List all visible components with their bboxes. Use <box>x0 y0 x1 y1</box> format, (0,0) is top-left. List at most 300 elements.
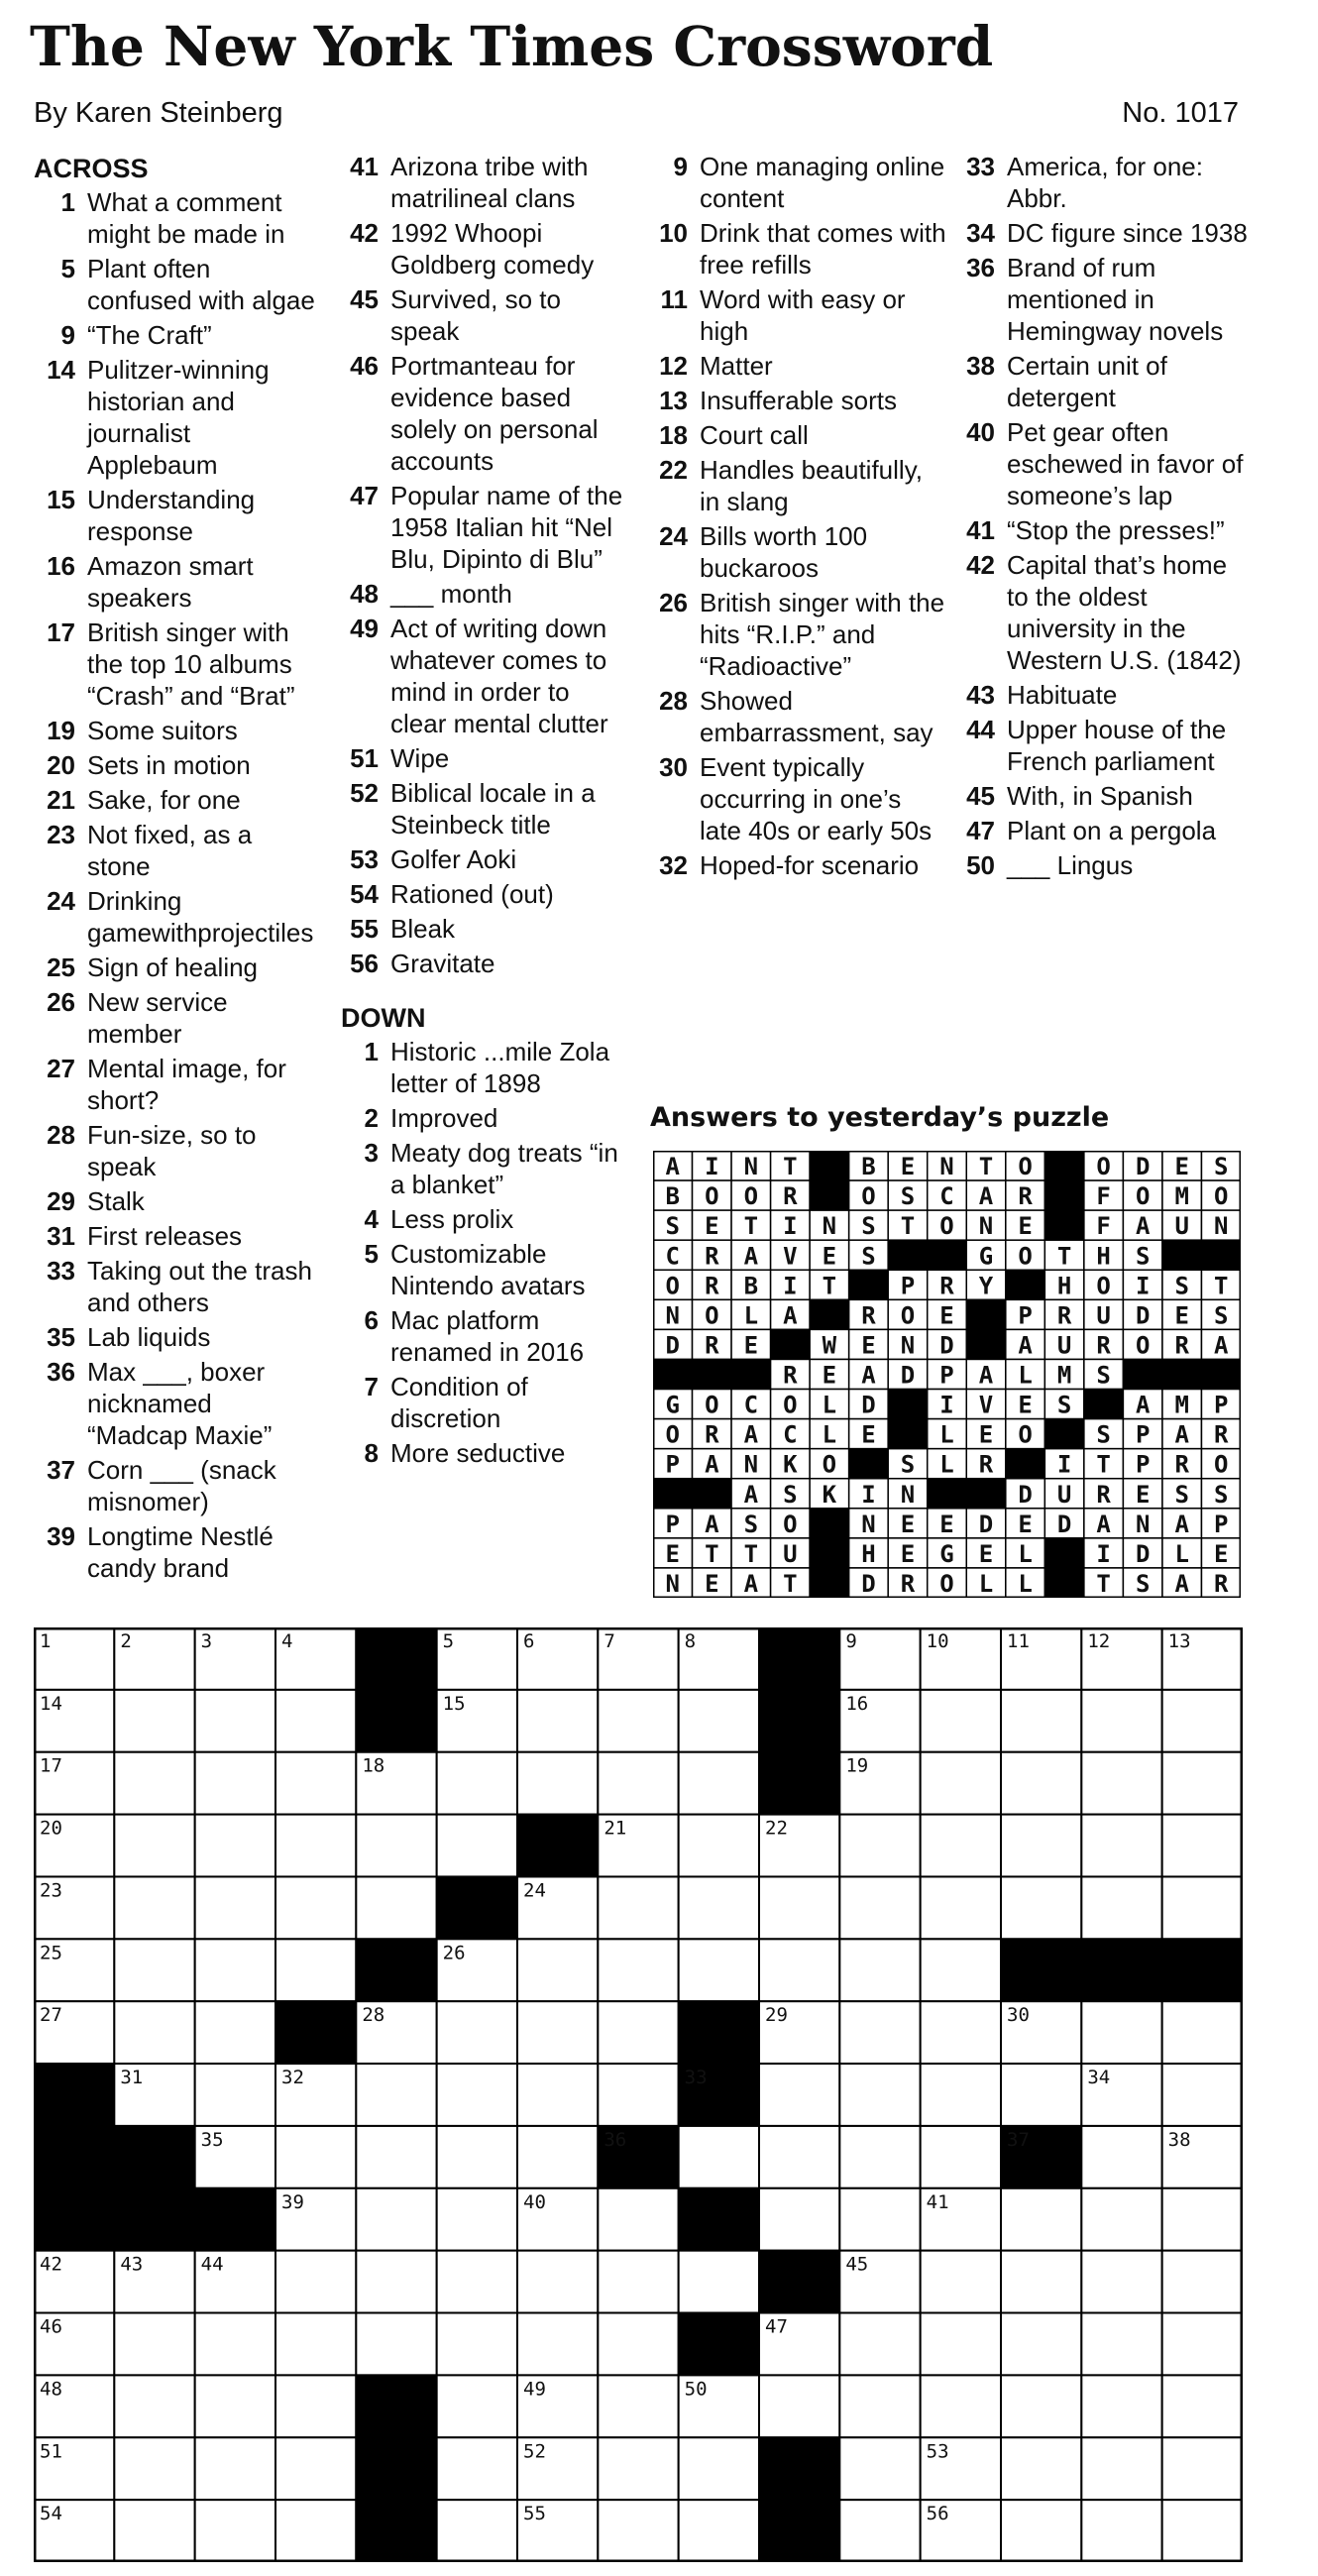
black-square <box>810 1568 849 1598</box>
clue[interactable] <box>34 952 316 983</box>
answer-letter: E <box>1018 1212 1033 1241</box>
grid-cell[interactable] <box>921 2001 1001 2064</box>
cell-number: 20 <box>40 1817 62 1840</box>
clue[interactable] <box>341 1238 628 1301</box>
grid-cell[interactable] <box>1081 1752 1161 1815</box>
grid-cell[interactable] <box>598 2001 678 2064</box>
clue[interactable] <box>650 283 947 347</box>
answer-letter: P <box>1135 1450 1151 1479</box>
grid-cell[interactable] <box>195 2001 275 2064</box>
clue[interactable] <box>34 354 316 481</box>
answer-letter: A <box>1096 1510 1111 1538</box>
black-square <box>679 2313 759 2376</box>
grid-cell[interactable] <box>1081 2001 1161 2064</box>
cell-number: 22 <box>765 1817 788 1840</box>
clue[interactable] <box>341 283 628 347</box>
grid-cell[interactable] <box>921 2251 1001 2313</box>
grid-cell[interactable] <box>356 2251 436 2313</box>
answer-letter: S <box>1174 1272 1189 1300</box>
grid-cell[interactable] <box>1081 2188 1161 2251</box>
grid-cell[interactable] <box>839 2437 920 2500</box>
grid-cell[interactable] <box>759 2064 839 2126</box>
clue-text: Understanding response <box>87 485 256 546</box>
grid-cell[interactable] <box>598 2437 678 2500</box>
grid-cell[interactable] <box>437 2188 517 2251</box>
grid-cell[interactable] <box>437 2375 517 2437</box>
clue[interactable] <box>34 186 316 250</box>
grid-cell[interactable] <box>1162 2500 1243 2562</box>
grid-cell[interactable] <box>1081 2126 1161 2188</box>
grid-cell[interactable] <box>1162 2251 1243 2313</box>
grid-cell[interactable] <box>195 2375 275 2437</box>
grid-cell[interactable] <box>598 1939 678 2001</box>
clue[interactable] <box>957 217 1255 249</box>
clue[interactable] <box>34 715 316 746</box>
clue[interactable] <box>650 350 947 382</box>
clue[interactable] <box>34 749 316 781</box>
clue[interactable] <box>650 419 947 451</box>
grid-cell[interactable] <box>114 2313 194 2376</box>
black-square <box>1006 1270 1045 1299</box>
clue-number: 53 <box>350 844 379 874</box>
clue[interactable] <box>341 742 628 774</box>
grid-cell[interactable] <box>275 1690 356 1752</box>
clue-number: 46 <box>350 351 379 381</box>
grid-cell[interactable] <box>114 2437 194 2500</box>
grid-cell[interactable] <box>679 2500 759 2562</box>
answer-letter: R <box>783 1361 798 1390</box>
grid-cell[interactable] <box>356 1876 436 1939</box>
grid-cell[interactable] <box>759 2126 839 2188</box>
grid-cell[interactable] <box>195 2313 275 2376</box>
grid-cell[interactable] <box>356 2188 436 2251</box>
grid-cell[interactable] <box>1001 2064 1081 2126</box>
grid-cell[interactable] <box>839 2188 920 2251</box>
grid-cell[interactable] <box>1081 1690 1161 1752</box>
grid-cell[interactable] <box>356 1815 436 1877</box>
grid-cell[interactable] <box>1162 1815 1243 1877</box>
grid-cell[interactable] <box>275 2437 356 2500</box>
grid-cell[interactable] <box>275 2126 356 2188</box>
grid-cell[interactable] <box>598 1876 678 1939</box>
black-square <box>1162 1939 1243 2001</box>
clue[interactable] <box>34 819 316 882</box>
answer-letter: E <box>978 1539 994 1568</box>
answer-letter: E <box>665 1539 680 1568</box>
answer-letter: D <box>861 1391 876 1419</box>
clue-number: 37 <box>47 1455 75 1485</box>
grid-cell[interactable] <box>1081 2251 1161 2313</box>
answer-letter: H <box>1056 1272 1072 1300</box>
clue[interactable] <box>957 416 1255 511</box>
clue[interactable] <box>341 1371 628 1434</box>
grid-cell[interactable] <box>1081 1815 1161 1877</box>
grid-cell[interactable] <box>1162 2188 1243 2251</box>
clue[interactable] <box>650 587 947 682</box>
clue[interactable] <box>341 1137 628 1200</box>
grid-cell[interactable] <box>1162 1876 1243 1939</box>
black-square <box>356 2500 436 2562</box>
grid-cell[interactable] <box>517 2001 598 2064</box>
clue[interactable] <box>341 480 628 575</box>
clue[interactable] <box>341 948 628 979</box>
clue[interactable] <box>341 217 628 280</box>
grid-cell[interactable] <box>1081 2437 1161 2500</box>
cell-number: 1 <box>40 1630 52 1652</box>
answer-letter: E <box>1018 1391 1033 1419</box>
grid-cell[interactable] <box>921 2126 1001 2188</box>
grid-cell[interactable] <box>275 2500 356 2562</box>
grid-cell[interactable] <box>1001 2313 1081 2376</box>
grid-cell[interactable] <box>1162 2375 1243 2437</box>
grid-cell[interactable] <box>1001 1690 1081 1752</box>
clue-text: Certain unit of detergent <box>1007 351 1167 412</box>
grid-cell[interactable] <box>1001 2251 1081 2313</box>
grid-cell[interactable] <box>598 2188 678 2251</box>
clue[interactable] <box>34 319 316 351</box>
clue[interactable] <box>650 751 947 846</box>
grid-cell[interactable] <box>517 1690 598 1752</box>
answer-letter: T <box>1096 1569 1111 1598</box>
clue-number: 22 <box>659 455 688 485</box>
clue-number: 41 <box>350 152 379 181</box>
clue-number: 47 <box>350 481 379 510</box>
clue[interactable] <box>650 849 947 881</box>
clue[interactable] <box>957 151 1255 214</box>
grid-cell[interactable] <box>598 1690 678 1752</box>
clue[interactable] <box>341 1102 628 1134</box>
clue[interactable] <box>341 843 628 875</box>
clue-text: Event typically occurring in one’s late 40s or early 50s <box>700 752 933 845</box>
answer-letter: P <box>665 1450 680 1479</box>
answer-letter: P <box>1135 1420 1151 1449</box>
grid-cell[interactable] <box>517 2313 598 2376</box>
grid-cell[interactable] <box>517 2251 598 2313</box>
grid-cell[interactable] <box>356 2064 436 2126</box>
clue[interactable] <box>341 578 628 610</box>
grid-cell[interactable] <box>679 1690 759 1752</box>
clue[interactable] <box>650 385 947 416</box>
grid-cell[interactable] <box>114 1876 194 1939</box>
answer-letter: S <box>1174 1480 1189 1509</box>
grid-cell[interactable] <box>598 2375 678 2437</box>
grid-cell[interactable] <box>839 1876 920 1939</box>
grid-cell[interactable] <box>195 2437 275 2500</box>
grid-cell[interactable] <box>437 1815 517 1877</box>
black-square <box>888 1390 928 1419</box>
grid-cell[interactable] <box>921 1815 1001 1877</box>
clue[interactable] <box>34 1053 316 1116</box>
grid-cell[interactable] <box>1081 2375 1161 2437</box>
grid-cell[interactable] <box>839 2313 920 2376</box>
grid-cell[interactable] <box>921 2313 1001 2376</box>
answer-letter: A <box>1214 1331 1229 1360</box>
clue-number: 31 <box>47 1221 75 1251</box>
clue[interactable] <box>34 986 316 1050</box>
clue[interactable] <box>341 1304 628 1368</box>
black-square <box>810 1151 849 1180</box>
black-square <box>888 1240 928 1270</box>
grid-cell[interactable] <box>517 2064 598 2126</box>
grid-cell[interactable] <box>275 2251 356 2313</box>
clue[interactable] <box>34 484 316 547</box>
grid-cell[interactable] <box>839 2064 920 2126</box>
grid-cell[interactable] <box>195 1815 275 1877</box>
grid-cell[interactable] <box>517 1939 598 2001</box>
answer-letter: O <box>705 1301 719 1330</box>
clue[interactable] <box>341 913 628 945</box>
grid-cell[interactable] <box>598 2313 678 2376</box>
clue-text: Handles beautifully, in slang <box>700 455 923 516</box>
grid-cell[interactable] <box>437 2251 517 2313</box>
grid-cell[interactable] <box>679 1752 759 1815</box>
clue[interactable] <box>957 815 1255 846</box>
black-square <box>810 1180 849 1210</box>
grid-cell[interactable] <box>1001 1752 1081 1815</box>
grid-cell[interactable] <box>275 1939 356 2001</box>
answer-letter: O <box>783 1510 798 1538</box>
clue[interactable] <box>650 685 947 748</box>
grid-cell[interactable] <box>275 1752 356 1815</box>
answer-letter: O <box>1135 1182 1151 1211</box>
clue[interactable] <box>34 253 316 316</box>
grid-cell[interactable] <box>437 2313 517 2376</box>
grid-cell[interactable] <box>114 2001 194 2064</box>
cell-number: 40 <box>523 2190 546 2213</box>
clue-text: ___ Lingus <box>1007 850 1134 880</box>
answer-letter: S <box>783 1480 798 1509</box>
grid-cell[interactable] <box>195 1690 275 1752</box>
grid-cell[interactable] <box>275 1815 356 1877</box>
grid-cell[interactable] <box>839 2375 920 2437</box>
grid-cell[interactable] <box>679 1939 759 2001</box>
grid-cell[interactable] <box>679 2251 759 2313</box>
clue-text: Act of writing down whatever comes to mind in order to clear mental clutter <box>390 614 608 738</box>
answer-letter: D <box>1135 1153 1151 1181</box>
clue[interactable] <box>341 1203 628 1235</box>
clue-number: 9 <box>673 152 688 181</box>
grid-cell[interactable] <box>1001 2188 1081 2251</box>
grid-cell[interactable] <box>437 2126 517 2188</box>
grid-cell[interactable] <box>759 2375 839 2437</box>
grid-cell[interactable] <box>1162 2437 1243 2500</box>
answer-letter: E <box>939 1510 954 1538</box>
cell-number: 43 <box>120 2253 144 2276</box>
crossword-grid[interactable] <box>34 1627 1243 2562</box>
grid-cell[interactable] <box>356 2126 436 2188</box>
grid-cell[interactable] <box>1001 1876 1081 1939</box>
clue[interactable] <box>341 350 628 477</box>
cell-number: 2 <box>120 1630 132 1652</box>
clue[interactable] <box>957 350 1255 413</box>
grid-cell[interactable] <box>1001 1815 1081 1877</box>
answer-letter: V <box>783 1242 798 1271</box>
clue[interactable] <box>341 777 628 840</box>
answer-letter: R <box>1214 1420 1229 1449</box>
grid-cell[interactable] <box>275 2313 356 2376</box>
clue[interactable] <box>34 550 316 614</box>
grid-cell[interactable] <box>1162 1690 1243 1752</box>
grid-cell[interactable] <box>839 2126 920 2188</box>
grid-cell[interactable] <box>921 1752 1001 1815</box>
grid-cell[interactable] <box>437 2064 517 2126</box>
clue[interactable] <box>341 151 628 214</box>
clue[interactable] <box>341 878 628 910</box>
black-square <box>1044 1151 1084 1180</box>
grid-cell[interactable] <box>1162 1752 1243 1815</box>
grid-cell[interactable] <box>598 1752 678 1815</box>
grid-cell[interactable] <box>1162 2064 1243 2126</box>
clue[interactable] <box>957 714 1255 777</box>
answer-letter: L <box>939 1450 954 1479</box>
clue[interactable] <box>650 151 947 214</box>
clue-text: Drinking gamewithprojectiles <box>87 886 314 948</box>
clue[interactable] <box>957 549 1255 676</box>
clue[interactable] <box>957 849 1255 881</box>
grid-cell[interactable] <box>1001 2500 1081 2562</box>
cell-number: 32 <box>281 2067 304 2089</box>
grid-cell[interactable] <box>839 2500 920 2562</box>
grid-cell[interactable] <box>759 1939 839 2001</box>
grid-cell[interactable] <box>921 2064 1001 2126</box>
grid-cell[interactable] <box>679 1815 759 1877</box>
grid-cell[interactable] <box>275 2375 356 2437</box>
clue-number: 47 <box>966 816 995 845</box>
clue[interactable] <box>957 252 1255 347</box>
clue[interactable] <box>34 1520 316 1584</box>
black-square <box>1123 1359 1162 1389</box>
grid-cell[interactable] <box>195 1876 275 1939</box>
clue[interactable] <box>34 784 316 816</box>
answer-letter: O <box>939 1212 954 1241</box>
cell-number: 10 <box>926 1630 949 1652</box>
grid-cell[interactable] <box>921 1876 1001 1939</box>
clue[interactable] <box>957 514 1255 546</box>
grid-cell[interactable] <box>839 1815 920 1877</box>
clue[interactable] <box>34 1321 316 1353</box>
grid-cell[interactable] <box>679 1876 759 1939</box>
clue[interactable] <box>34 616 316 712</box>
grid-cell[interactable] <box>679 2126 759 2188</box>
answer-letter: O <box>900 1301 916 1330</box>
answer-letter: I <box>1056 1450 1072 1479</box>
grid-cell[interactable] <box>921 2375 1001 2437</box>
black-square <box>1044 1419 1084 1449</box>
grid-cell[interactable] <box>598 2251 678 2313</box>
clue[interactable] <box>34 1255 316 1318</box>
black-square <box>1044 1210 1084 1240</box>
grid-cell[interactable] <box>437 2001 517 2064</box>
grid-cell[interactable] <box>1081 2313 1161 2376</box>
answer-letter: R <box>705 1272 719 1300</box>
grid-cell[interactable] <box>195 2064 275 2126</box>
clue[interactable] <box>34 1119 316 1182</box>
clue-number: 42 <box>966 550 995 580</box>
grid-cell[interactable] <box>195 1939 275 2001</box>
black-square <box>1201 1359 1241 1389</box>
clue-number: 33 <box>966 152 995 181</box>
clue[interactable] <box>341 1437 628 1469</box>
grid-cell[interactable] <box>195 2500 275 2562</box>
clue[interactable] <box>34 885 316 949</box>
clue-number: 18 <box>659 420 688 450</box>
grid-cell[interactable] <box>195 1752 275 1815</box>
clue-text: British singer with the top 10 albums “Crash” and “Brat” <box>87 617 295 711</box>
grid-cell[interactable] <box>598 2500 678 2562</box>
cell-number: 53 <box>926 2440 949 2463</box>
clue-text: Court call <box>700 420 809 450</box>
black-square <box>928 1240 967 1270</box>
answer-letter: N <box>900 1480 916 1509</box>
clue[interactable] <box>957 780 1255 812</box>
clue[interactable] <box>34 1356 316 1451</box>
cell-number: 37 <box>1007 2128 1030 2151</box>
grid-cell[interactable] <box>275 1876 356 1939</box>
answer-letter: M <box>1056 1361 1072 1390</box>
cell-number: 25 <box>40 1942 62 1964</box>
clue[interactable] <box>957 679 1255 711</box>
grid-cell[interactable] <box>437 1752 517 1815</box>
grid-cell[interactable] <box>114 1690 194 1752</box>
grid-cell[interactable] <box>517 2126 598 2188</box>
grid-cell[interactable] <box>1001 2375 1081 2437</box>
grid-cell[interactable] <box>1162 2001 1243 2064</box>
clue-text: “The Craft” <box>87 320 212 350</box>
clue-text: Survived, so to speak <box>390 284 561 346</box>
grid-cell[interactable] <box>114 2375 194 2437</box>
grid-cell[interactable] <box>921 1939 1001 2001</box>
grid-cell[interactable] <box>517 1752 598 1815</box>
clue[interactable] <box>34 1454 316 1517</box>
answer-letter: I <box>861 1480 876 1509</box>
grid-cell[interactable] <box>839 1939 920 2001</box>
clue-number: 6 <box>364 1305 379 1335</box>
black-square <box>437 1876 517 1939</box>
answer-letter: A <box>743 1480 759 1509</box>
grid-cell[interactable] <box>921 1690 1001 1752</box>
answer-letter: I <box>1096 1539 1111 1568</box>
grid-cell[interactable] <box>356 2313 436 2376</box>
clue[interactable] <box>650 520 947 584</box>
grid-cell[interactable] <box>437 2500 517 2562</box>
grid-cell[interactable] <box>114 2500 194 2562</box>
clue[interactable] <box>341 613 628 739</box>
grid-cell[interactable] <box>114 1752 194 1815</box>
grid-cell[interactable] <box>1081 2500 1161 2562</box>
black-square <box>810 1509 849 1538</box>
grid-cell[interactable] <box>759 2188 839 2251</box>
grid-cell[interactable] <box>679 2437 759 2500</box>
clue[interactable] <box>650 217 947 280</box>
clue[interactable] <box>34 1220 316 1252</box>
clue[interactable] <box>341 1036 628 1099</box>
grid-cell[interactable] <box>1001 2437 1081 2500</box>
clue[interactable] <box>34 1185 316 1217</box>
grid-cell[interactable] <box>598 2064 678 2126</box>
answer-letter: D <box>861 1569 876 1598</box>
grid-cell[interactable] <box>1162 2313 1243 2376</box>
clue-text: Matter <box>700 351 773 381</box>
grid-cell[interactable] <box>437 2437 517 2500</box>
grid-cell[interactable] <box>1081 1876 1161 1939</box>
clue-number: 43 <box>966 680 995 710</box>
answer-letter: O <box>783 1391 798 1419</box>
grid-cell[interactable] <box>759 1876 839 1939</box>
clue[interactable] <box>650 454 947 517</box>
grid-cell[interactable] <box>839 2001 920 2064</box>
grid-cell[interactable] <box>114 1815 194 1877</box>
grid-cell[interactable] <box>114 1939 194 2001</box>
